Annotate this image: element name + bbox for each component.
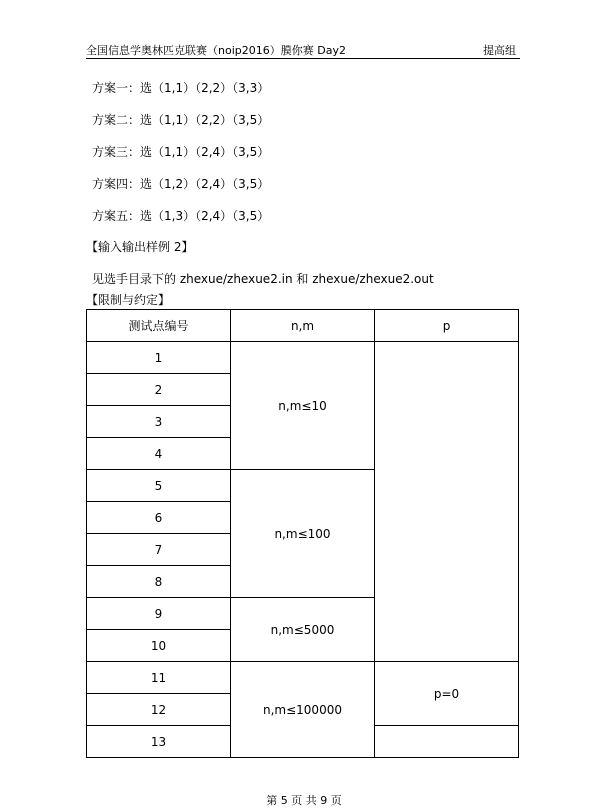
test-id-cell: 11 — [87, 662, 231, 694]
test-id-cell: 3 — [87, 406, 231, 438]
test-id-cell: 1 — [87, 342, 231, 374]
header-nm: n,m — [231, 310, 375, 342]
p-cell: p=0 — [375, 662, 519, 726]
limits-table — [86, 309, 519, 758]
scheme-1: 方案一：选（1,1）（2,2）（3,3） — [92, 81, 270, 95]
table-header-row — [87, 310, 519, 342]
test-id-cell: 7 — [87, 534, 231, 566]
scheme-3: 方案三：选（1,1）（2,4）（3,5） — [92, 145, 270, 159]
scheme-5: 方案五：选（1,3）（2,4）（3,5） — [92, 209, 270, 223]
nm-cell: n,m≤100000 — [231, 662, 375, 758]
p-cell — [375, 342, 519, 662]
test-id-cell: 10 — [87, 630, 231, 662]
scheme-4: 方案四：选（1,2）（2,4）（3,5） — [92, 177, 270, 191]
test-id-cell: 8 — [87, 566, 231, 598]
test-id-cell: 12 — [87, 694, 231, 726]
test-id-cell: 4 — [87, 438, 231, 470]
nm-cell: n,m≤10 — [231, 342, 375, 470]
scheme-2: 方案二：选（1,1）（2,2）（3,5） — [92, 113, 270, 127]
header-group: 提高组 — [483, 44, 516, 57]
test-id-cell: 9 — [87, 598, 231, 630]
page-footer: 第 5 页 共 9 页 — [266, 794, 342, 807]
table-row — [87, 662, 519, 694]
limits-heading: 【限制与约定】 — [86, 293, 171, 307]
test-id-cell: 13 — [87, 726, 231, 758]
p-cell — [375, 726, 519, 758]
table-row — [87, 342, 519, 374]
header-p: p — [375, 310, 519, 342]
test-id-cell: 2 — [87, 374, 231, 406]
test-id-cell: 6 — [87, 502, 231, 534]
header-title: 全国信息学奥林匹克联赛（noip2016）膜你赛 Day2 — [86, 44, 346, 57]
header-test-id: 测试点编号 — [87, 310, 231, 342]
nm-cell: n,m≤100 — [231, 470, 375, 598]
sample2-text: 见选手目录下的 zhexue/zhexue2.in 和 zhexue/zhexue2.out — [92, 272, 434, 286]
nm-cell: n,m≤5000 — [231, 598, 375, 662]
test-id-cell: 5 — [87, 470, 231, 502]
sample2-heading: 【输入输出样例 2】 — [86, 240, 194, 254]
page-header — [86, 40, 520, 59]
